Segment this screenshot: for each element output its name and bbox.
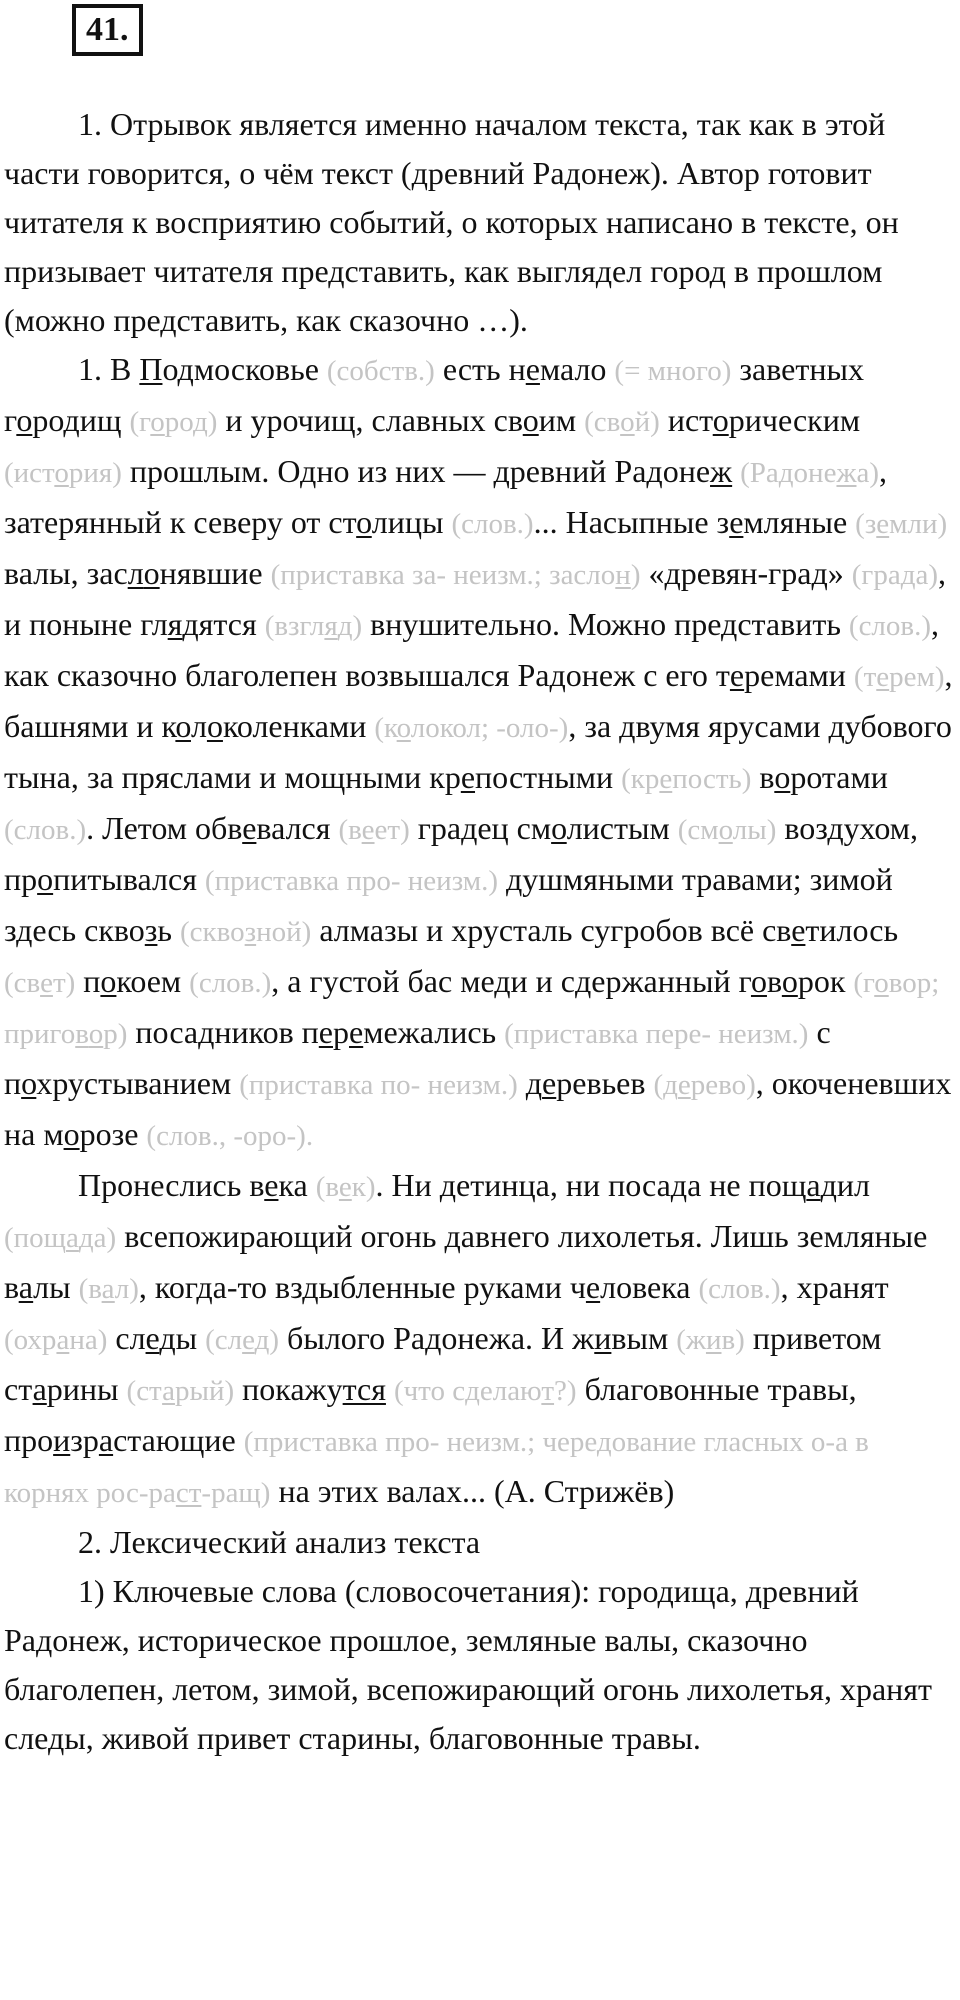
text-run: , а густой бас меди и сдержанный г [271,963,751,999]
text-run: ка [278,1167,316,1203]
text-run: тся [342,1371,386,1407]
text-run: е [264,1167,279,1203]
annotation: о [396,712,411,744]
text-run: валы, зас [4,555,128,591]
text-run: ды [159,1320,206,1356]
annotation: рем) [889,661,945,693]
text-run: стающие [113,1422,244,1458]
annotation: е [659,763,673,795]
text-run: воздухом, пр [4,810,919,897]
text-run: ревьев [556,1065,654,1101]
text-run: о [712,402,729,438]
annotation: р) [103,1018,128,1050]
annotation: ) [630,559,641,591]
annotation: н [615,559,631,591]
text-run: дятся [182,606,265,642]
annotation: о [88,1018,104,1050]
text-run: и [594,1320,612,1356]
annotation: род) [164,406,218,438]
text-run: коем [116,963,190,999]
text-run: питывался [53,861,197,897]
annotation: е [338,1171,352,1203]
annotation: (ист [4,457,55,489]
annotation: (слов.) [4,814,87,846]
text-run: им [538,402,585,438]
text-run: о [206,708,223,744]
annotation: т) [52,967,76,999]
text-run: мляные [743,504,856,540]
annotation: (что сделаю [393,1375,542,1407]
annotation: ет) [374,814,410,846]
keywords-paragraph: 1) Ключевые слова (словосочетания): городища, древний Радонеж, историческое прошлое, земляные валы, сказочно благолепен, летом, зимой, всепожирающий огонь лихолетья, хранят следы, живой привет старины, благовонные травы. [4,1573,932,1756]
text-run: о [100,963,117,999]
annotation: ж [836,457,857,489]
text-run: е [542,1065,557,1101]
text-run: заветных г [4,351,864,438]
text-run: е [145,1320,160,1356]
text-run: покажу [234,1371,343,1407]
paragraph-annotated-text [4,1161,956,1518]
text-run: алмазы и хрусталь сугробов всё св [311,912,792,948]
text-run: посадников п [127,1014,319,1050]
text-run: ист [659,402,713,438]
text-run: . Ни детинца, ни посада не пощ [375,1167,807,1203]
annotation: я [324,610,338,642]
text-run: вался [256,810,331,846]
annotation: (г [853,967,875,999]
annotation: о [620,406,635,438]
annotation: (к [374,712,397,744]
annotation: (Радоне [740,457,837,489]
annotation: (ж [676,1324,706,1356]
annotation: -ращ) [201,1477,271,1509]
annotation: е [242,1324,255,1356]
annotation: а [66,1222,79,1254]
annotation: е [40,967,53,999]
annotation: вор; приго [4,967,940,1050]
text-run: о [63,1116,80,1152]
text-run: листым [566,810,678,846]
text-run: в [751,759,775,795]
annotation: в) [721,1324,745,1356]
annotation: рый) [174,1375,235,1407]
annotation: (приставка про- неизм.; чередование гласных о-а в корнях рос-ра [4,1426,869,1509]
text-run: , окоченевших на м [4,1065,952,1152]
text-run [732,453,740,489]
annotation: рево) [690,1069,756,1101]
paragraph-annotated-text [4,345,956,1161]
text-run: , башнями и к [4,657,953,744]
text-run: градец см [409,810,552,846]
annotation: (д [653,1069,678,1101]
annotation: пость) [672,763,752,795]
section-heading: 2. Лексический анализ текста [78,1524,481,1560]
annotation: (слов.) [848,610,932,642]
text-run: , [568,708,577,744]
text-run: о [551,810,567,846]
annotation: (в [315,1171,339,1203]
task-number: 41. [72,4,143,56]
annotation: а) [856,457,880,489]
text-run: а [98,1422,114,1458]
text-run: о [774,759,791,795]
text-run: внушительно. Можно пре [362,606,722,642]
text-run: а [32,1371,47,1407]
annotation: локол; -оло-) [410,712,569,744]
annotation: (з [855,508,877,540]
text-run: дил [820,1167,870,1203]
text-run: с п [4,1014,831,1101]
text-run: д [517,1065,543,1101]
text-run: о [37,861,54,897]
annotation: д [900,559,916,591]
annotation: (в [78,1273,102,1305]
text-run: рок [797,963,854,999]
text-run: о [143,555,160,591]
text-run: ставить [737,606,849,642]
annotation: (слов.) [451,508,534,540]
text-run: «древян-гра [640,555,812,591]
annotation: рия) [68,457,122,489]
annotation: (св [4,967,41,999]
text-run: о [175,708,191,744]
text-run: лицы [371,504,444,540]
annotation: о [718,814,733,846]
text-run: е [585,1269,601,1305]
text-run: , хранят [780,1269,889,1305]
annotation: (г [129,406,151,438]
text-run: о [522,402,539,438]
text-run: душмяными травами; зимой здесь скво [4,861,893,948]
text-run: л [127,555,144,591]
text-run: благовонные травы, про [4,1371,857,1458]
text-run: постными [475,759,622,795]
annotation: (слов.) [698,1273,781,1305]
document-body [4,100,956,1763]
text-run: рическим [728,402,861,438]
annotation: (приставка пере- неизм.) [504,1018,809,1050]
annotation: в [75,1018,89,1050]
text-run: е [318,1014,333,1050]
text-run: ... Насыпные з [533,504,730,540]
annotation: е [876,508,890,540]
text-run: Пронеслись в [78,1167,265,1203]
annotation: (приставка за- неизм.; засло [270,559,616,591]
text-run: о [16,402,33,438]
text-run: П [139,351,163,387]
annotation: е [876,661,890,693]
text-run: , затерянный к северу от ст [4,453,888,540]
text-run: р [333,1014,349,1050]
annotation: (= много) [614,355,732,387]
annotation: (собств.) [326,355,435,387]
text-run: вым [611,1320,677,1356]
text-run: . Летом обв [86,810,243,846]
annotation: (св [584,406,621,438]
annotation: (сл [205,1324,243,1356]
text-run: е [242,810,257,846]
text-run: ловека [600,1269,699,1305]
text-run: всепожирающий огонь давнего лихолетья. Лишь земляные в [4,1218,928,1305]
text-run: а [18,1269,34,1305]
text-run: как сказочно благолепен возвышался Радонеж с его т [4,657,730,693]
annotation: ?) [554,1375,577,1407]
annotation: ной) [256,916,312,948]
annotation: (скво [180,916,245,948]
text-run: е [791,912,806,948]
text-run: , когда-то вздыбленные руками ч [138,1269,586,1305]
annotation: к) [351,1171,376,1203]
annotation: (в [338,814,362,846]
text-run: п [75,963,101,999]
text-run: лы [33,1269,79,1305]
text-run: д [721,606,738,642]
annotation: й) [634,406,660,438]
text-run [386,1371,394,1407]
annotation: о [54,457,69,489]
annotation: е [677,1069,691,1101]
text-run: е [460,759,476,795]
annotation: (слов., -оро-). [146,1120,314,1152]
annotation: мли) [889,508,948,540]
text-run: з [144,912,158,948]
annotation: е [361,814,375,846]
text-run: есть н [434,351,526,387]
text-run: зр [70,1422,99,1458]
annotation: (см [677,814,719,846]
text-run: ь [157,912,181,948]
text-run: и [53,1422,71,1458]
text-run: и урочищ, славных св [217,402,523,438]
text-run: е [729,657,745,693]
text-run: » [827,555,852,591]
text-run: е [525,351,540,387]
text-run: сл [107,1320,146,1356]
text-run: д [811,555,828,591]
annotation: з [244,916,257,948]
text-run: е [349,1014,364,1050]
text-run: тилось [805,912,899,948]
text-run: ж [710,453,733,489]
annotation: (взгл [264,610,325,642]
annotation: а [162,1375,175,1407]
text-run: былого Радонежа. И ж [279,1320,595,1356]
annotation: д) [337,610,363,642]
text-run: коленками [222,708,375,744]
text-run: на этих валах... (А. Стрижёв) [270,1473,675,1509]
text-run: приветом ст [4,1320,882,1407]
text-run: прошлым. Одно из них — древний Радоне [121,453,711,489]
annotation: и [705,1324,722,1356]
text-run: о [781,963,798,999]
text-run: межались [363,1014,497,1050]
text-run: 1. В [78,351,140,387]
annotation: о [150,406,165,438]
annotation: лы) [732,814,777,846]
annotation: на) [69,1324,108,1356]
annotation: л) [114,1273,139,1305]
text-run: одмосковье [162,351,327,387]
text-run: нявшие [159,555,263,591]
annotation: (слов.) [189,967,272,999]
text-run: о [21,1065,37,1101]
annotation: (охр [4,1324,57,1356]
text-run: мало [539,351,615,387]
annotation: (приставка по- неизм.) [239,1069,518,1101]
annotation: а [101,1273,115,1305]
annotation: о [874,967,889,999]
text-run: за двумя ярусами дубового тына, за пряслами и мощными кр [4,708,952,795]
text-run: о [356,504,372,540]
annotation: да) [78,1222,117,1254]
annotation: д) [254,1324,280,1356]
text-run: , и поныне гл [4,555,946,642]
annotation: а) [915,559,938,591]
text-run: е [729,504,744,540]
text-run: ротами [790,759,888,795]
annotation: т [541,1375,555,1407]
annotation: ст [175,1477,202,1509]
text-run: л [190,708,207,744]
annotation: (ст [126,1375,163,1407]
text-run: , [931,606,940,642]
text-run: я [167,606,183,642]
text-run: в [766,963,782,999]
text-run: о [750,963,767,999]
text-run: родищ [32,402,130,438]
annotation: (кр [621,763,660,795]
text-run: розе [79,1116,147,1152]
text-run: ремами [744,657,854,693]
annotation: (пощ [4,1222,67,1254]
annotation: (гра [851,559,901,591]
paragraph-intro: 1. Отрывок является именно началом текста, так как в этой части говорится, о чём текст (древний Радонеж). Автор готовит читателя к восприятию событий, о которых написано в тексте, он призывает читателя представить, как выглядел город в прошлом (можно представить, как сказочно …). [4,106,899,338]
text-run: хрустыванием [36,1065,240,1101]
text-run: а [806,1167,821,1203]
annotation: а [56,1324,70,1356]
annotation: (т [853,661,877,693]
annotation: (приставка про- неизм.) [204,865,498,897]
text-run: рины [46,1371,127,1407]
